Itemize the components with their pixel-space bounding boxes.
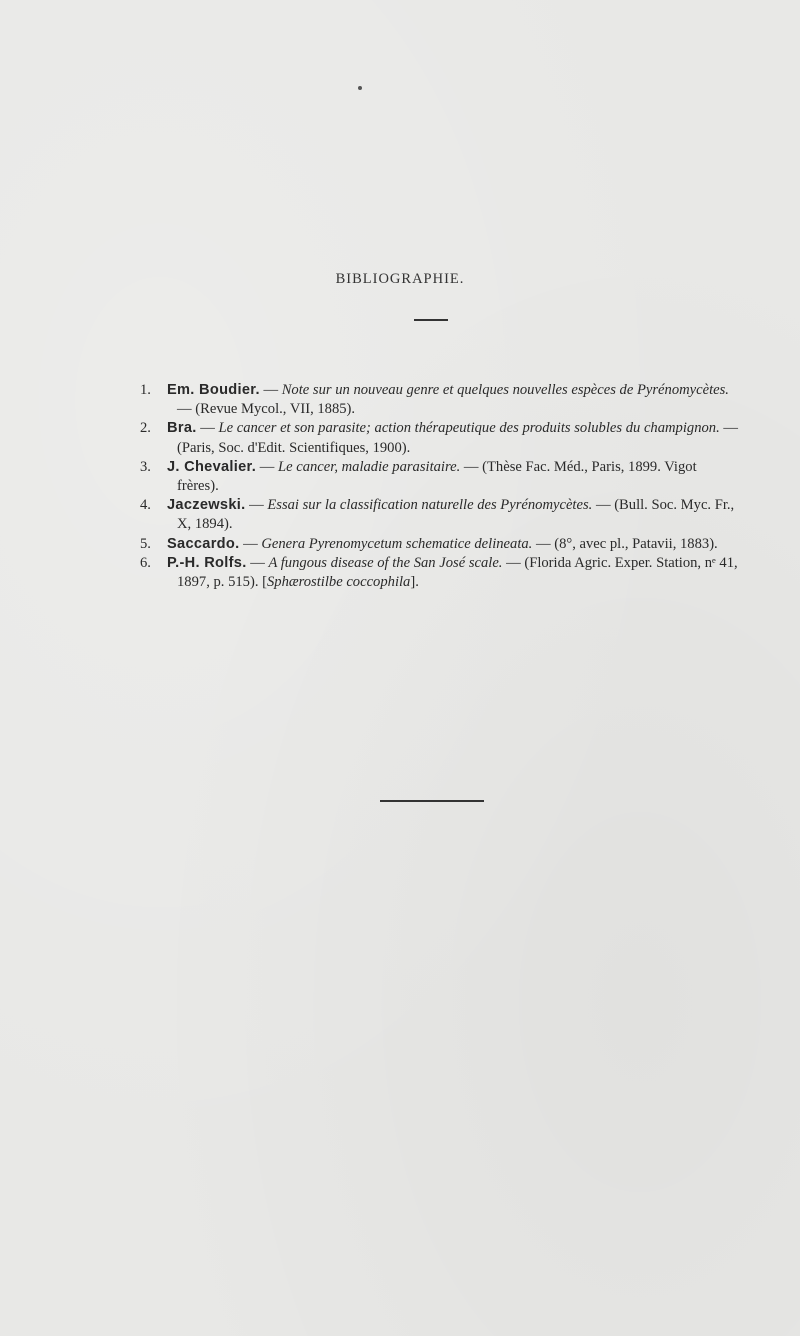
bibliography-entry — [140, 554, 740, 592]
entry-title: Note sur un nouveau genre et quelques nouvelles espèces de Pyrénomycètes. — [281, 382, 729, 398]
entry-author: P.-H. Rolfs. — [167, 554, 247, 571]
entry-title: A fungous disease of the San José scale. — [268, 554, 503, 571]
entry-separator: — — [196, 420, 219, 437]
entry-separator: — — [259, 382, 282, 398]
entry-title: Le cancer et son parasite; action thérapeutique des produits solubles du champignon. — [218, 420, 720, 437]
entry-author: Em. Boudier. — [167, 382, 260, 398]
entry-publication: — (8°, avec pl., Patavii, 1883). — [532, 535, 718, 552]
entry-separator: — — [245, 497, 268, 514]
entry-number: 2. — [140, 420, 151, 437]
entry-number: 1. — [140, 382, 151, 398]
entry-number: 6. — [140, 554, 151, 571]
entry-publication: — (Revue Mycol., VII, 1885). — [177, 401, 356, 418]
entry-author: Bra. — [167, 420, 197, 437]
bibliography-list — [140, 381, 740, 592]
bibliography-entry — [140, 419, 740, 457]
entry-publication: — (Florida Agric. Exper. Station, nᵉ 41, 1897, p. 515). [ — [177, 554, 738, 591]
bibliography-entry — [140, 458, 740, 496]
entry-publication: — (Thèse Fac. Méd., Paris, 1899. Vigot frères). — [177, 458, 697, 495]
entry-publication: — (Bull. Soc. Myc. Fr., X, 1894). — [177, 497, 735, 533]
entry-author: J. Chevalier. — [167, 458, 257, 475]
entry-separator: — — [239, 535, 262, 552]
entry-number: 3. — [140, 458, 151, 475]
entry-species: Sphærostilbe coccophila — [267, 574, 411, 591]
title-rule — [414, 319, 448, 321]
entry-number: 4. — [140, 497, 151, 514]
ink-speck — [358, 86, 362, 90]
entry-separator: — — [246, 554, 269, 571]
bibliography-entry — [140, 535, 740, 554]
entry-title: Le cancer, maladie parasitaire. — [277, 458, 461, 475]
bibliography-entry — [140, 496, 740, 534]
closing-rule — [380, 800, 484, 802]
entry-title: Essai sur la classification naturelle des Pyrénomycètes. — [267, 497, 593, 514]
entry-title: Genera Pyrenomycetum schematice delineata. — [261, 535, 533, 552]
entry-author: Saccardo. — [167, 535, 240, 552]
entry-author: Jaczewski. — [167, 497, 246, 514]
page-title: BIBLIOGRAPHIE. — [335, 271, 465, 287]
entry-end: ]. — [410, 574, 419, 591]
entry-separator: — — [256, 458, 278, 475]
entry-publication: — (Paris, Soc. d'Edit. Scientifiques, 1900). — [177, 420, 738, 456]
entry-number: 5. — [140, 535, 151, 552]
bibliography-entry — [140, 381, 740, 419]
